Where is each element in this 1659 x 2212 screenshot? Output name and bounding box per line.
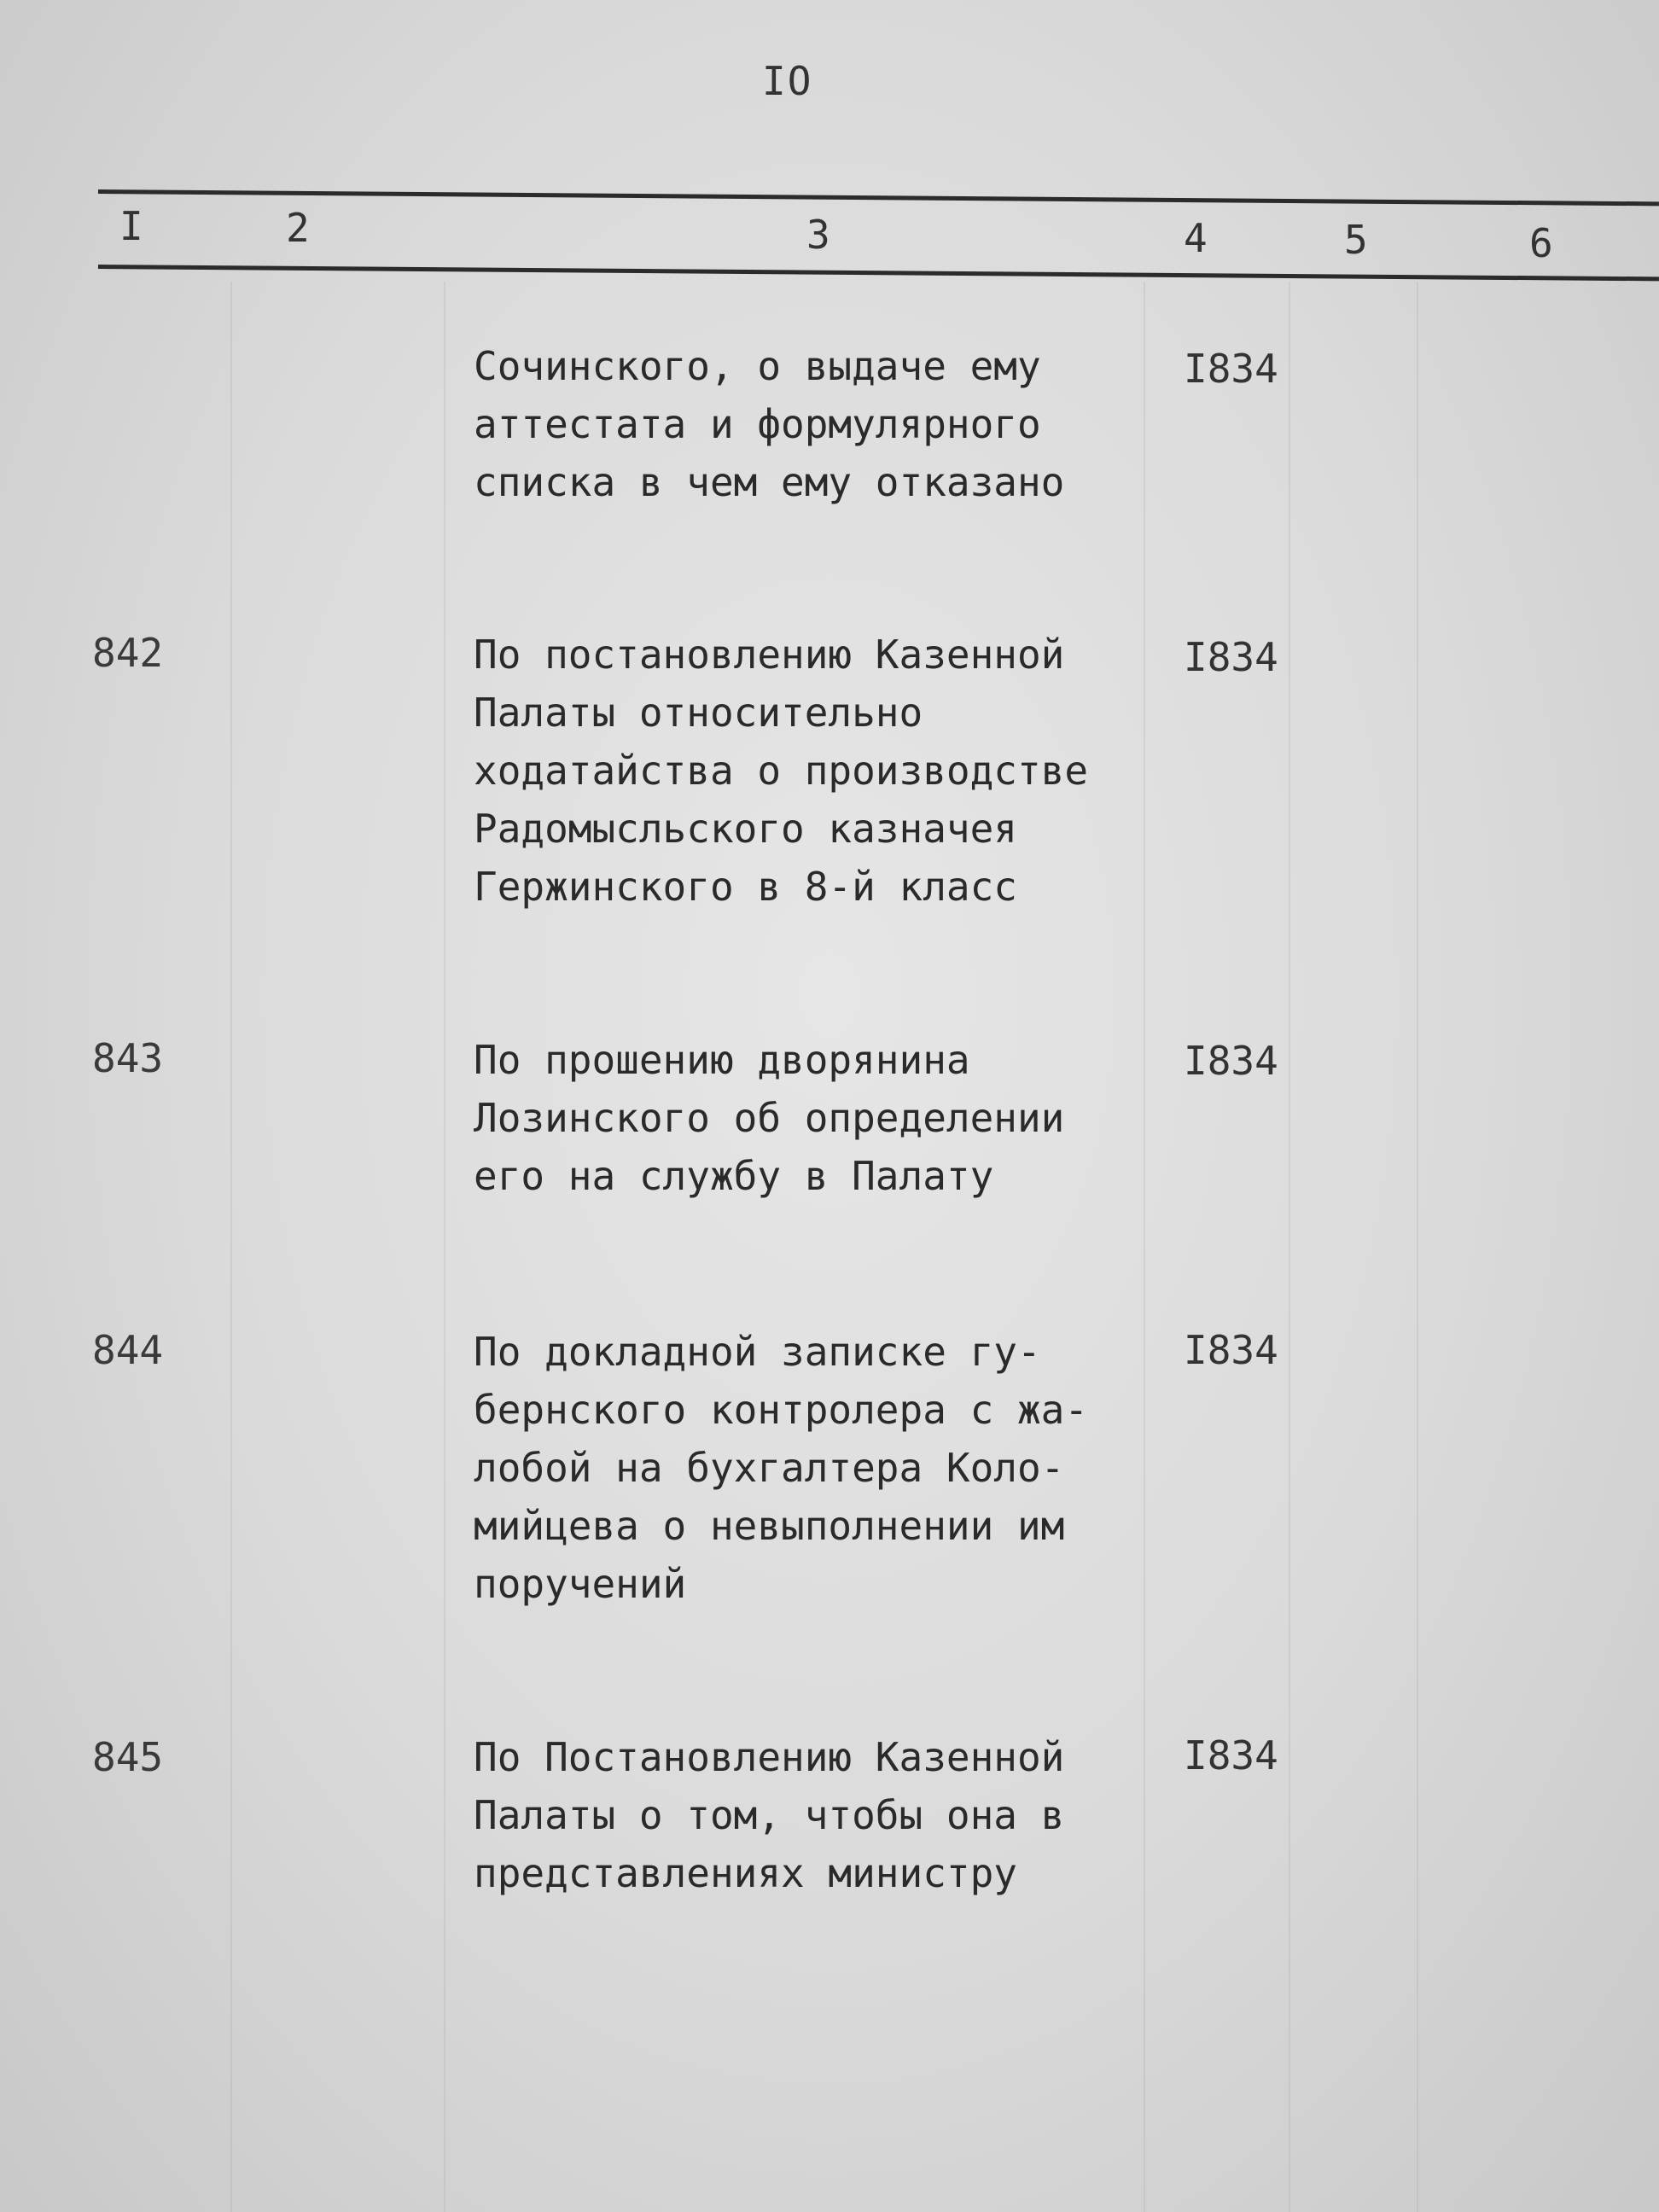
column-guide (444, 282, 445, 2212)
column-guide (230, 282, 232, 2212)
entry-text: По Постановлению Казенной Палаты о том, чтобы она в представлениях министру (474, 1734, 1065, 1896)
column-header-1: I (119, 203, 143, 249)
column-header-2: 2 (286, 205, 310, 251)
entry-text: По докладной записке гу- бернского контролера с жа- лобой на бухгалтера Коло- мийцева о невыполнении им поручений (474, 1329, 1089, 1607)
entry-year: I834 (1184, 1732, 1278, 1778)
entry-text: Сочинского, о выдаче ему аттестата и формулярного списка в чем ему отказано (474, 343, 1065, 505)
entry-year: I834 (1184, 346, 1278, 392)
entry-text: По постановлению Казенной Палаты относительно ходатайства о производстве Радомысльского казначея Гержинского в 8-й класс (474, 632, 1089, 910)
page-number: IO (762, 58, 813, 104)
entry-number: 845 (92, 1734, 164, 1780)
column-guide (1289, 282, 1290, 2212)
entry-year: I834 (1184, 1327, 1278, 1373)
entry-year: I834 (1184, 1038, 1278, 1084)
entry-number: 844 (92, 1327, 164, 1373)
column-guide (1144, 282, 1145, 2212)
entry-text: По прошению дворянина Лозинского об определении его на службу в Палату (474, 1037, 1065, 1199)
entry-number: 843 (92, 1035, 164, 1081)
column-guide (1417, 282, 1418, 2212)
entry-year: I834 (1184, 634, 1278, 680)
column-header-3: 3 (806, 212, 830, 258)
entry-number: 842 (92, 630, 164, 676)
column-header-5: 5 (1344, 217, 1368, 263)
header-bottom-rule (98, 265, 1659, 281)
column-header-6: 6 (1529, 220, 1553, 266)
header-top-rule (98, 189, 1659, 206)
column-header-4: 4 (1184, 215, 1208, 261)
